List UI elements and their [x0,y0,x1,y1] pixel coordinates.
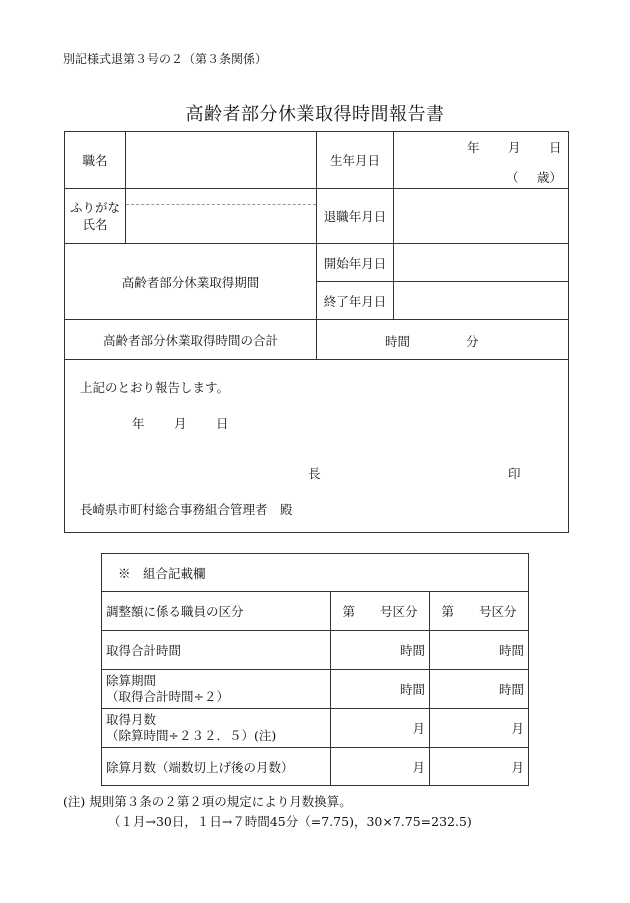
name-label [65,189,126,244]
total-label: 高齢者部分休業取得時間の合計 [65,320,317,360]
position-field[interactable] [126,132,317,189]
row-declaration [65,360,569,533]
divisor-months-label: 除算月数（端数切上げ後の月数） [102,748,331,786]
months-col2[interactable]: 月 [430,709,529,748]
divisor-period-col1[interactable]: 時間 [331,670,430,709]
union-category-row [102,592,529,631]
divisor-period-label-line1: 除算期間 [106,673,157,688]
main-form-table [64,131,569,533]
date-month-unit: 月 [174,416,187,431]
union-entry-table [101,553,529,786]
form-reference: 別記様式退第３号の２（第３条関係） [63,52,268,66]
chief-label: 長 [308,466,321,481]
addressee: 長崎県市町村総合事務組合管理者 殿 [80,502,293,517]
furigana-divider [126,204,316,205]
divisor-period-col2[interactable]: 時間 [430,670,529,709]
declaration-cell [65,360,569,533]
months-label [102,709,331,748]
date-year-unit: 年 [132,416,145,431]
name-label-text: 氏名 [82,217,108,232]
end-date-label: 終了年月日 [317,282,394,320]
total-hours-unit: 時間 [385,334,411,349]
row-start-date [65,244,569,282]
category-col1[interactable]: 第 号区分 [331,592,430,631]
union-heading-row [102,554,529,592]
birth-day-unit: 日 [549,140,562,155]
total-minutes-unit: 分 [466,334,479,349]
divisor-period-label-line2: （取得合計時間÷２） [106,689,229,704]
age-open-paren: （ [506,170,519,185]
total-time-col2[interactable]: 時間 [430,631,529,670]
divisor-period-label [102,670,331,709]
birthdate-label: 生年月日 [317,132,394,189]
total-time-row [102,631,529,670]
position-label: 職名 [65,132,126,189]
page-title: 高齢者部分休業取得時間報告書 [185,104,445,125]
birth-year-unit: 年 [467,140,480,155]
birth-month-unit: 月 [508,140,521,155]
period-label: 高齢者部分休業取得期間 [65,244,317,320]
months-row [102,709,529,748]
months-label-line2: （除算時間÷２３２．５）(注) [106,728,277,743]
furigana-label: ふりがな [69,200,120,215]
row-position [65,132,569,189]
note-line-1: (注) 規則第３条の２第２項の規定により月数換算。 [63,794,352,809]
divisor-months-col1[interactable]: 月 [331,748,430,786]
seal-label: 印 [508,466,521,481]
months-label-line1: 取得月数 [106,712,157,727]
retirement-date-field[interactable] [394,189,569,244]
total-time-label: 取得合計時間 [102,631,331,670]
total-field[interactable] [317,320,569,360]
end-date-field[interactable] [394,282,569,320]
start-date-field[interactable] [394,244,569,282]
category-label: 調整額に係る職員の区分 [102,592,331,631]
months-col1[interactable]: 月 [331,709,430,748]
name-field[interactable] [126,189,317,244]
category-col2[interactable]: 第 号区分 [430,592,529,631]
divisor-months-col2[interactable]: 月 [430,748,529,786]
age-unit: 歳） [537,170,563,185]
report-text: 上記のとおり報告します。 [80,380,230,395]
divisor-months-row [102,748,529,786]
note-line-2: （１月→30日，１日→７時間45分（=7.75)，30×7.75=232.5) [108,814,472,829]
union-heading: ※ 組合記載欄 [102,554,529,592]
row-total [65,320,569,360]
start-date-label: 開始年月日 [317,244,394,282]
total-time-col1[interactable]: 時間 [331,631,430,670]
row-name [65,189,569,244]
date-day-unit: 日 [216,416,229,431]
divisor-period-row [102,670,529,709]
retirement-date-label: 退職年月日 [317,189,394,244]
birthdate-field[interactable] [394,132,569,189]
